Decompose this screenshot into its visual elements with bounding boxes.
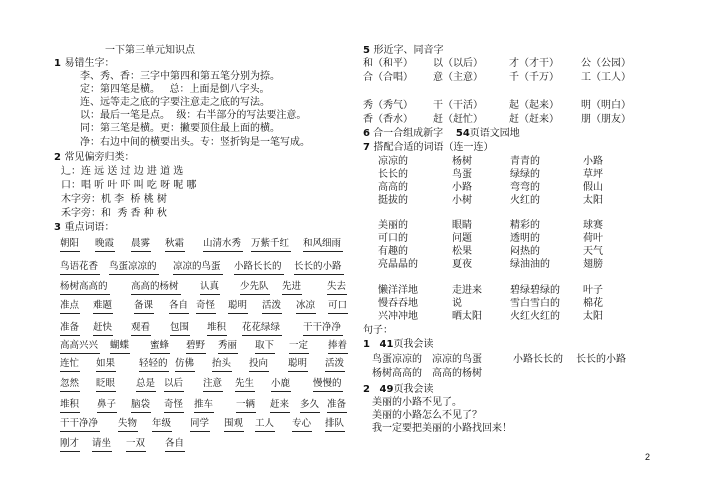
match-word: 问题 (452, 233, 472, 244)
s2-line-1: 口：唱 听 叶 吓 叫 吃 呀 呢 哪 (61, 180, 197, 191)
word-underline (235, 391, 255, 392)
key-word: 秋霜 (165, 238, 185, 249)
word-underline (131, 335, 151, 336)
word-underline (200, 294, 220, 295)
key-word: 赶快 (93, 322, 113, 333)
word-underline (60, 371, 80, 372)
key-word: 投向 (249, 358, 269, 369)
match-word: 长长的 (378, 169, 408, 180)
similar-char-entry: 朋（朋友） (581, 114, 631, 125)
word-underline (96, 371, 116, 372)
match-word: 碧绿碧绿的 (510, 285, 560, 296)
key-word: 可口 (328, 300, 348, 311)
word-underline (328, 353, 348, 354)
key-word: 奇怪 (164, 399, 184, 410)
word-underline (236, 412, 256, 413)
key-word: 推车 (194, 399, 214, 410)
sentence-1-item: 小路长长的 (513, 354, 563, 365)
match-word: 挺拔的 (378, 195, 408, 206)
key-word: 各自 (169, 300, 189, 311)
key-word: 长长的小路 (294, 261, 342, 272)
word-underline (165, 251, 185, 252)
word-underline (173, 274, 223, 275)
similar-char-entry: 干（干活） (433, 100, 483, 111)
word-underline (97, 412, 117, 413)
key-word: 蜜蜂 (150, 340, 170, 351)
match-word: 透明的 (510, 233, 540, 244)
word-underline (164, 412, 184, 413)
word-underline (131, 251, 151, 252)
word-underline (207, 335, 227, 336)
match-word: 鸟蛋 (452, 169, 472, 180)
similar-char-entry: 赶（赶忙） (433, 114, 483, 125)
sentence-1-item: 高高的杨树 (432, 368, 482, 379)
key-word: 失去 (327, 281, 347, 292)
key-word: 山清水秀 (203, 238, 242, 249)
s1-line-5: 净：右边中间的横要出头。专：竖折钩是一笔写成。 (80, 137, 310, 148)
key-word: 刚才 (60, 438, 80, 449)
match-word: 太阳 (583, 195, 603, 206)
match-word: 火红火红的 (510, 311, 560, 322)
sentence-2-heading: 2 49页我会读 (363, 384, 434, 395)
match-word: 杨树 (452, 156, 472, 167)
key-word: 多久 (300, 399, 320, 410)
similar-char-entry: 香（香水） (363, 114, 413, 125)
word-underline (288, 371, 308, 372)
key-word: 和风细雨 (303, 238, 342, 249)
similar-char-entry: 意（主意） (433, 72, 483, 83)
key-word: 干干净净 (60, 418, 99, 429)
match-word: 有趣的 (378, 246, 408, 257)
match-word: 凉凉的 (378, 156, 408, 167)
sentence-1-item: 鸟蛋凉凉的 (372, 354, 422, 365)
word-underline (131, 412, 151, 413)
word-underline (325, 371, 345, 372)
key-word: 排队 (325, 418, 345, 429)
key-word: 杨树高高的 (60, 281, 108, 292)
similar-char-entry: 赶（赶来） (509, 114, 559, 125)
key-word: 认真 (200, 281, 220, 292)
similar-char-entry: 千（千万） (509, 72, 559, 83)
word-underline (303, 251, 343, 252)
word-underline (95, 251, 115, 252)
match-word: 晒太阳 (452, 311, 482, 322)
match-word: 小路 (583, 156, 603, 167)
key-word: 失物 (118, 418, 138, 429)
word-underline (292, 431, 312, 432)
word-underline (234, 274, 284, 275)
match-word: 兴冲冲地 (378, 311, 418, 322)
match-word: 精彩的 (510, 220, 540, 231)
match-word: 小树 (452, 195, 472, 206)
match-word: 可口的 (378, 233, 408, 244)
sentence-label: 句子： (363, 325, 393, 336)
word-underline (224, 431, 244, 432)
match-word: 草坪 (583, 169, 603, 180)
word-underline (136, 391, 156, 392)
section-7-heading: 7 搭配合适的词语（连一连） (363, 142, 494, 153)
similar-char-entry: 公（公园） (581, 58, 631, 69)
word-underline (165, 451, 185, 452)
key-word: 各自 (165, 438, 185, 449)
key-word: 活泼 (325, 358, 345, 369)
word-underline (289, 353, 309, 354)
word-underline (60, 412, 80, 413)
key-word: 包围 (170, 322, 190, 333)
word-underline (60, 451, 80, 452)
match-word: 弯弯的 (510, 182, 540, 193)
word-underline (203, 251, 243, 252)
key-word: 一辆 (236, 399, 256, 410)
word-underline (325, 431, 345, 432)
word-underline (194, 412, 214, 413)
page-number: 2 (645, 452, 651, 462)
match-word: 假山 (583, 182, 603, 193)
key-word: 朝阳 (60, 238, 80, 249)
sentence-1-item: 长长的小路 (576, 354, 626, 365)
word-underline (328, 313, 348, 314)
key-word: 取下 (255, 340, 275, 351)
key-word: 高高兴兴 (60, 340, 99, 351)
word-underline (303, 335, 343, 336)
word-underline (92, 451, 112, 452)
sentence-2-line-0: 美丽的小路不见了。 (372, 397, 462, 408)
similar-char-entry: 秀（秀气） (363, 100, 413, 111)
word-underline (60, 353, 100, 354)
key-word: 同学 (190, 418, 210, 429)
match-word: 慢吞吞地 (378, 298, 418, 309)
s1-line-3: 以：最后一笔是点。 级：右半部分的写法要注意。 (80, 110, 307, 121)
similar-char-entry: 合（合唱） (363, 72, 413, 83)
document-title: 一下第三单元知识点 (105, 45, 195, 56)
key-word: 蝴蝶 (110, 340, 130, 351)
key-word: 堆积 (60, 399, 80, 410)
match-word: 雪白雪白的 (510, 298, 560, 309)
key-word: 眨眼 (96, 378, 116, 389)
section-2-heading: 2 常见偏旁归类： (54, 152, 135, 163)
similar-char-entry: 明（明白） (581, 100, 631, 111)
match-word: 走进来 (452, 285, 482, 296)
key-word: 忽然 (60, 378, 80, 389)
key-word: 请坐 (92, 438, 112, 449)
word-underline (218, 353, 238, 354)
match-word: 懒洋洋地 (378, 285, 418, 296)
key-word: 赶来 (270, 399, 290, 410)
key-word: 先生 (235, 378, 255, 389)
s1-line-2: 连、远等走之底的字要注意走之底的写法。 (80, 97, 270, 108)
similar-char-entry: 才（才干） (509, 58, 559, 69)
word-underline (152, 431, 172, 432)
key-word: 凉凉的鸟蛋 (173, 261, 221, 272)
key-word: 仿佛 (175, 358, 195, 369)
word-underline (190, 431, 210, 432)
key-word: 晚霞 (95, 238, 115, 249)
word-underline (110, 353, 130, 354)
key-word: 准点 (60, 300, 80, 311)
key-word: 花花绿绿 (242, 322, 281, 333)
s1-line-4: 同：第三笔是横。更：撇要顶住最上面的横。 (80, 123, 280, 134)
key-word: 准备 (60, 322, 80, 333)
sentence-1-item: 凉凉的鸟蛋 (432, 354, 482, 365)
match-word: 青青的 (510, 156, 540, 167)
match-word: 松果 (452, 246, 472, 257)
key-word: 活泼 (262, 300, 282, 311)
word-underline (175, 371, 195, 372)
section-6-heading: 6 合一合组成新字 54页语文园地 (363, 128, 520, 139)
word-underline (139, 371, 169, 372)
word-underline (150, 353, 170, 354)
key-word: 先进 (282, 281, 302, 292)
key-word: 冰凉 (296, 300, 316, 311)
word-underline (60, 335, 80, 336)
word-underline (126, 451, 146, 452)
key-word: 干干净净 (303, 322, 342, 333)
key-word: 鸟蛋凉凉的 (109, 261, 157, 272)
key-word: 一双 (126, 438, 146, 449)
similar-char-entry: 起（起来） (509, 100, 559, 111)
key-word: 备课 (134, 300, 154, 311)
key-word: 碧野 (186, 340, 206, 351)
word-underline (196, 313, 216, 314)
key-word: 晨雾 (131, 238, 151, 249)
key-word: 注意 (203, 378, 223, 389)
word-underline (327, 412, 347, 413)
word-underline (96, 391, 116, 392)
match-word: 太阳 (583, 311, 603, 322)
s2-line-0: 辶：连 远 送 过 边 进 道 选 (61, 166, 184, 177)
word-underline (300, 412, 320, 413)
word-underline (251, 251, 291, 252)
key-word: 慢慢的 (313, 378, 342, 389)
word-underline (93, 335, 113, 336)
match-word: 叶子 (583, 285, 603, 296)
word-underline (327, 294, 347, 295)
match-word: 荷叶 (583, 233, 603, 244)
key-word: 高高的杨树 (131, 281, 179, 292)
match-word: 亮晶晶的 (378, 259, 418, 270)
word-underline (255, 353, 275, 354)
sentence-2-line-1: 美丽的小路怎么不见了？ (372, 410, 482, 421)
match-word: 美丽的 (378, 220, 408, 231)
key-word: 围观 (224, 418, 244, 429)
word-underline (186, 353, 206, 354)
word-underline (270, 412, 290, 413)
section-3-heading: 3 重点词语： (54, 222, 115, 233)
word-underline (249, 371, 269, 372)
key-word: 万紫千红 (251, 238, 290, 249)
match-word: 天气 (583, 246, 603, 257)
match-word: 眼睛 (452, 220, 472, 231)
key-word: 年级 (152, 418, 172, 429)
match-word: 说 (452, 298, 462, 309)
word-underline (294, 274, 344, 275)
match-word: 火红的 (510, 195, 540, 206)
s1-line-0: 李、秀、香：三字中第四和第五笔分别为捺。 (80, 71, 280, 82)
word-underline (203, 391, 223, 392)
sentence-1-item: 杨树高高的 (372, 368, 422, 379)
key-word: 小路长长的 (234, 261, 282, 272)
word-underline (228, 313, 248, 314)
sentence-1-heading: 1 41页我会读 (363, 339, 434, 350)
key-word: 鸟语花香 (60, 261, 99, 272)
word-underline (134, 313, 154, 314)
similar-char-entry: 工（工人） (581, 72, 631, 83)
word-underline (169, 313, 189, 314)
match-word: 闷热的 (510, 246, 540, 257)
word-underline (212, 371, 232, 372)
word-underline (109, 274, 159, 275)
key-word: 聪明 (288, 358, 308, 369)
key-word: 以后 (164, 378, 184, 389)
key-word: 奇怪 (196, 300, 216, 311)
key-word: 总是 (136, 378, 156, 389)
word-underline (282, 294, 302, 295)
word-underline (60, 431, 100, 432)
match-word: 球赛 (583, 220, 603, 231)
word-underline (240, 294, 270, 295)
word-underline (242, 335, 282, 336)
word-underline (131, 294, 181, 295)
word-underline (60, 274, 100, 275)
key-word: 一定 (289, 340, 309, 351)
match-word: 绿绿的 (510, 169, 540, 180)
key-word: 轻轻的 (139, 358, 168, 369)
s2-line-3: 禾字旁：和 秀 香 种 秋 (61, 208, 167, 219)
match-word: 夏夜 (452, 259, 472, 270)
word-underline (60, 294, 110, 295)
key-word: 准备 (327, 399, 347, 410)
word-underline (262, 313, 282, 314)
similar-char-entry: 和（和平） (363, 58, 413, 69)
word-underline (164, 391, 184, 392)
match-word: 绿油油的 (510, 259, 550, 270)
section-5-heading: 5 形近字、同音字 (363, 45, 444, 56)
word-underline (296, 313, 316, 314)
word-underline (313, 391, 343, 392)
key-word: 捧着 (328, 340, 348, 351)
section-1-heading: 1 易错生字： (54, 58, 115, 69)
key-word: 脑袋 (131, 399, 151, 410)
key-word: 秀丽 (218, 340, 238, 351)
word-underline (118, 431, 138, 432)
sentence-2-line-2: 我一定要把美丽的小路找回来！ (372, 423, 512, 434)
key-word: 聪明 (228, 300, 248, 311)
similar-char-entry: 以（以后） (433, 58, 483, 69)
key-word: 鼻子 (97, 399, 117, 410)
word-underline (93, 313, 113, 314)
key-word: 连忙 (60, 358, 80, 369)
word-underline (271, 391, 291, 392)
key-word: 难题 (93, 300, 113, 311)
key-word: 如果 (96, 358, 116, 369)
match-word: 棉花 (583, 298, 603, 309)
key-word: 抬头 (212, 358, 232, 369)
word-underline (60, 251, 80, 252)
key-word: 小鹿 (271, 378, 291, 389)
key-word: 工人 (255, 418, 275, 429)
key-word: 观看 (131, 322, 151, 333)
word-underline (170, 335, 190, 336)
match-word: 高高的 (378, 182, 408, 193)
s2-line-2: 木字旁：机 李 桥 桃 树 (61, 194, 167, 205)
match-word: 翅膀 (583, 259, 603, 270)
key-word: 专心 (292, 418, 312, 429)
word-underline (60, 313, 80, 314)
s1-line-1: 定：第四笔是横。 总：上面是倒八字头。 (80, 84, 270, 95)
match-word: 小路 (452, 182, 472, 193)
key-word: 少先队 (240, 281, 269, 292)
key-word: 堆积 (207, 322, 227, 333)
word-underline (255, 431, 275, 432)
word-underline (60, 391, 80, 392)
